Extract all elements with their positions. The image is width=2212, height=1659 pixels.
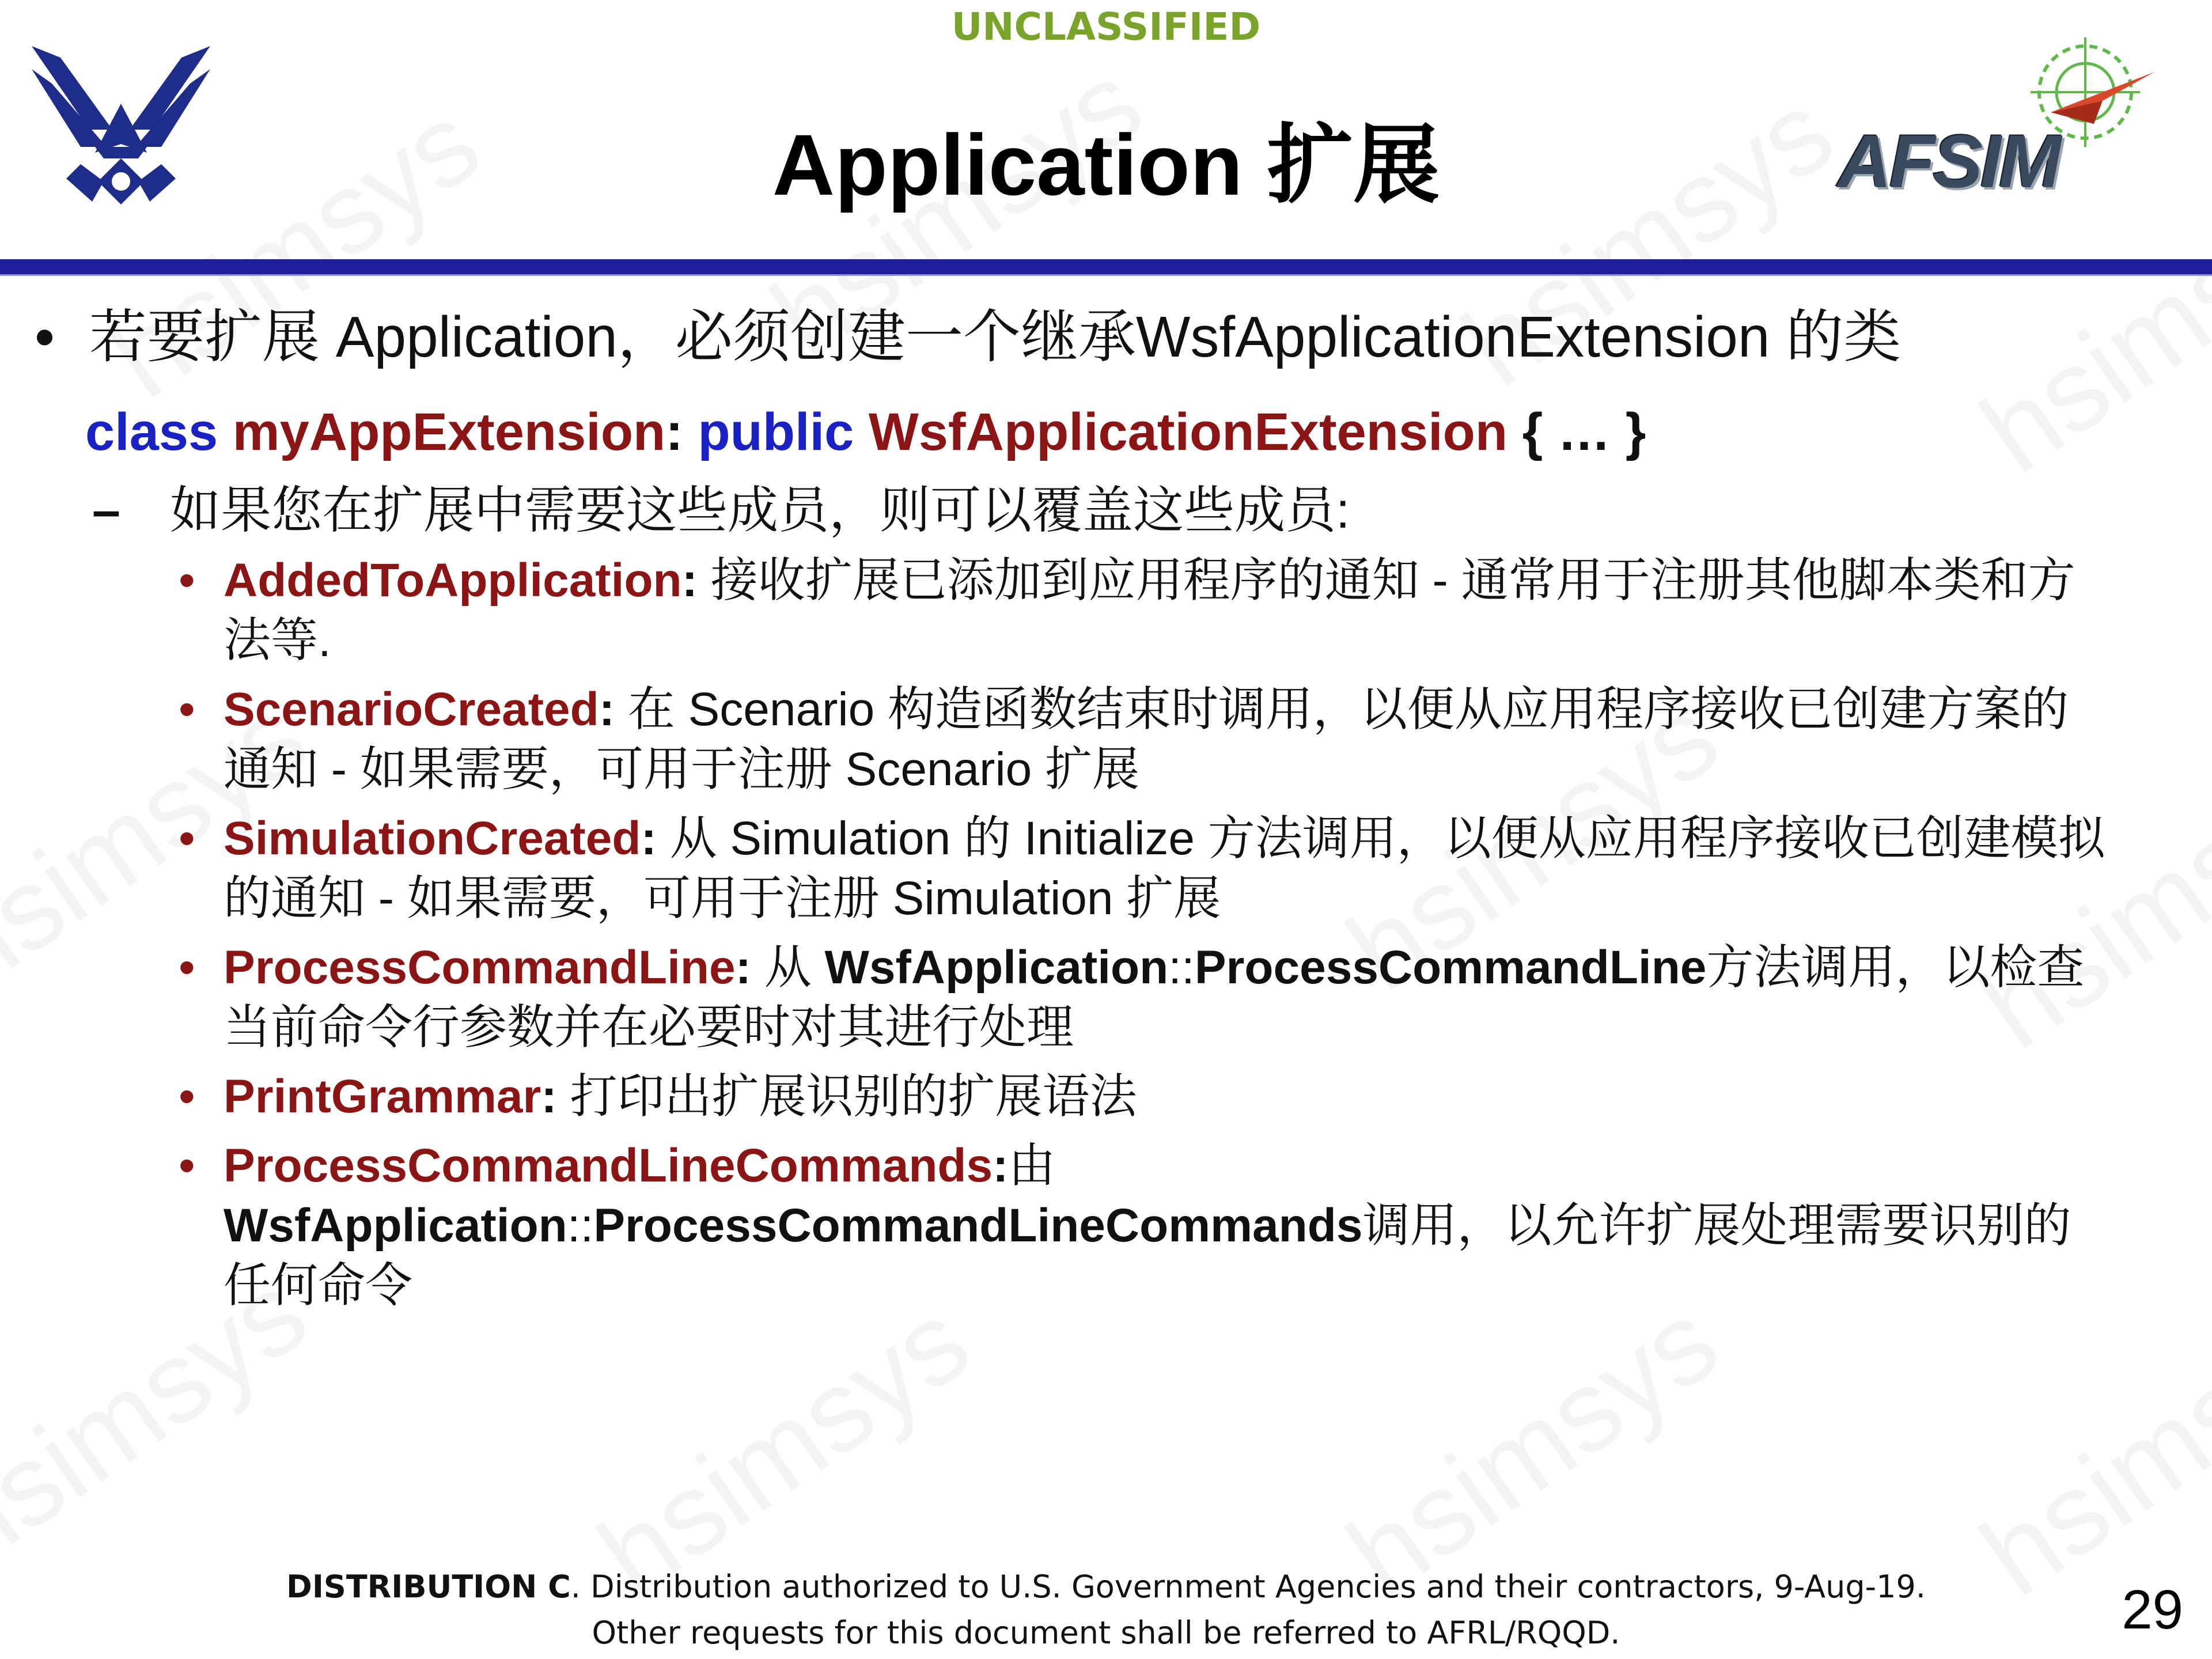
member-name: ScenarioCreated <box>224 683 599 736</box>
member-desc: 方法调用，以检查当前命令行参数并在必要时对其进行处理 <box>224 941 2085 1054</box>
member-name: SimulationCreated <box>224 812 641 865</box>
member-desc: 接收扩展已添加到应用程序的通知 - 通常用于注册其他脚本类和方法等. <box>224 554 2075 666</box>
member-item <box>179 809 2177 929</box>
member-desc: 打印出扩展识别的扩展语法 <box>556 1070 1137 1123</box>
scope-separator: :: <box>1168 941 1195 994</box>
code-base-class: WsfApplicationExtension <box>868 403 1508 461</box>
slide-title: Application 扩展 <box>772 116 1440 213</box>
member-text <box>224 938 2113 1058</box>
bullet-icon: • <box>35 305 55 369</box>
code-snippet <box>85 397 2177 467</box>
member-colon: : <box>993 1139 1009 1192</box>
distribution-text: . Distribution authorized to U.S. Government Agencies and their contractors, 9-Aug-19. <box>570 1569 1926 1605</box>
member-desc: 调用，以允许扩展处理需要识别的任何命令 <box>224 1199 2071 1312</box>
distribution-label: DISTRIBUTION C <box>286 1569 571 1605</box>
member-class-ref: WsfApplication <box>224 1199 567 1252</box>
bullet-icon: • <box>179 941 195 994</box>
member-colon: : <box>641 812 657 865</box>
code-keyword-class: class <box>85 403 218 461</box>
code-keyword-public: public <box>698 403 854 461</box>
member-method-ref: ProcessCommandLineCommands <box>593 1199 1363 1252</box>
member-item <box>179 1136 2177 1316</box>
member-text <box>224 1067 2113 1127</box>
footer-line2: Other requests for this document shall be referred to AFRL/RQQD. <box>592 1615 1620 1651</box>
bullet-icon: • <box>179 683 195 736</box>
member-name: ProcessCommandLineCommands <box>224 1139 993 1192</box>
footer-line1 <box>0 1564 2212 1610</box>
member-pre: 由 <box>1008 1139 1056 1192</box>
bullet-text: 如果您在扩展中需要这些成员，则可以覆盖这些成员: <box>170 482 1350 539</box>
dash-icon: – <box>92 482 120 539</box>
member-text <box>224 680 2113 800</box>
member-colon: : <box>541 1070 557 1123</box>
bullet-text: 若要扩展 Application，必须创建一个继承WsfApplicationExtension 的类 <box>89 305 1902 369</box>
bullet-icon: • <box>179 812 195 865</box>
member-item <box>179 680 2177 800</box>
member-colon: : <box>599 683 615 736</box>
page-number: 29 <box>2122 1579 2183 1641</box>
member-name: AddedToApplication <box>224 554 682 607</box>
afsim-logo-text: AFSIM <box>1838 119 2059 203</box>
classification-banner: UNCLASSIFIED <box>951 5 1261 49</box>
slide-body <box>35 300 2177 1325</box>
member-name: PrintGrammar <box>224 1070 541 1123</box>
bullet-icon: • <box>179 554 195 607</box>
member-colon: : <box>735 941 751 994</box>
scope-separator: :: <box>567 1199 594 1252</box>
distribution-footer <box>0 1564 2212 1656</box>
member-item <box>179 1067 2177 1127</box>
member-desc: 从 Simulation 的 Initialize 方法调用，以便从应用程序接收已创建模拟的通知 - 如果需要，可用于注册 Simulation 扩展 <box>224 812 2105 925</box>
member-text <box>224 1136 2113 1316</box>
member-name: ProcessCommandLine <box>224 941 736 994</box>
member-pre: 从 <box>751 941 825 994</box>
member-text <box>224 551 2113 671</box>
member-colon: : <box>681 554 698 607</box>
code-colon: : <box>665 403 683 461</box>
bullet-level1 <box>35 300 2177 374</box>
member-class-ref: WsfApplication <box>824 941 1169 994</box>
code-class-name: myAppExtension <box>232 403 666 461</box>
member-text <box>224 809 2113 929</box>
bullet-level2 <box>92 478 2177 543</box>
bullet-icon: • <box>179 1139 195 1192</box>
code-body: { … } <box>1522 403 1646 461</box>
member-item <box>179 938 2177 1058</box>
member-item <box>179 551 2177 671</box>
member-desc: 在 Scenario 构造函数结束时调用，以便从应用程序接收已创建方案的通知 - 如果需要，可用于注册 Scenario 扩展 <box>224 683 2069 796</box>
title-divider <box>0 259 2212 276</box>
member-method-ref: ProcessCommandLine <box>1194 941 1707 994</box>
bullet-icon: • <box>179 1070 195 1123</box>
